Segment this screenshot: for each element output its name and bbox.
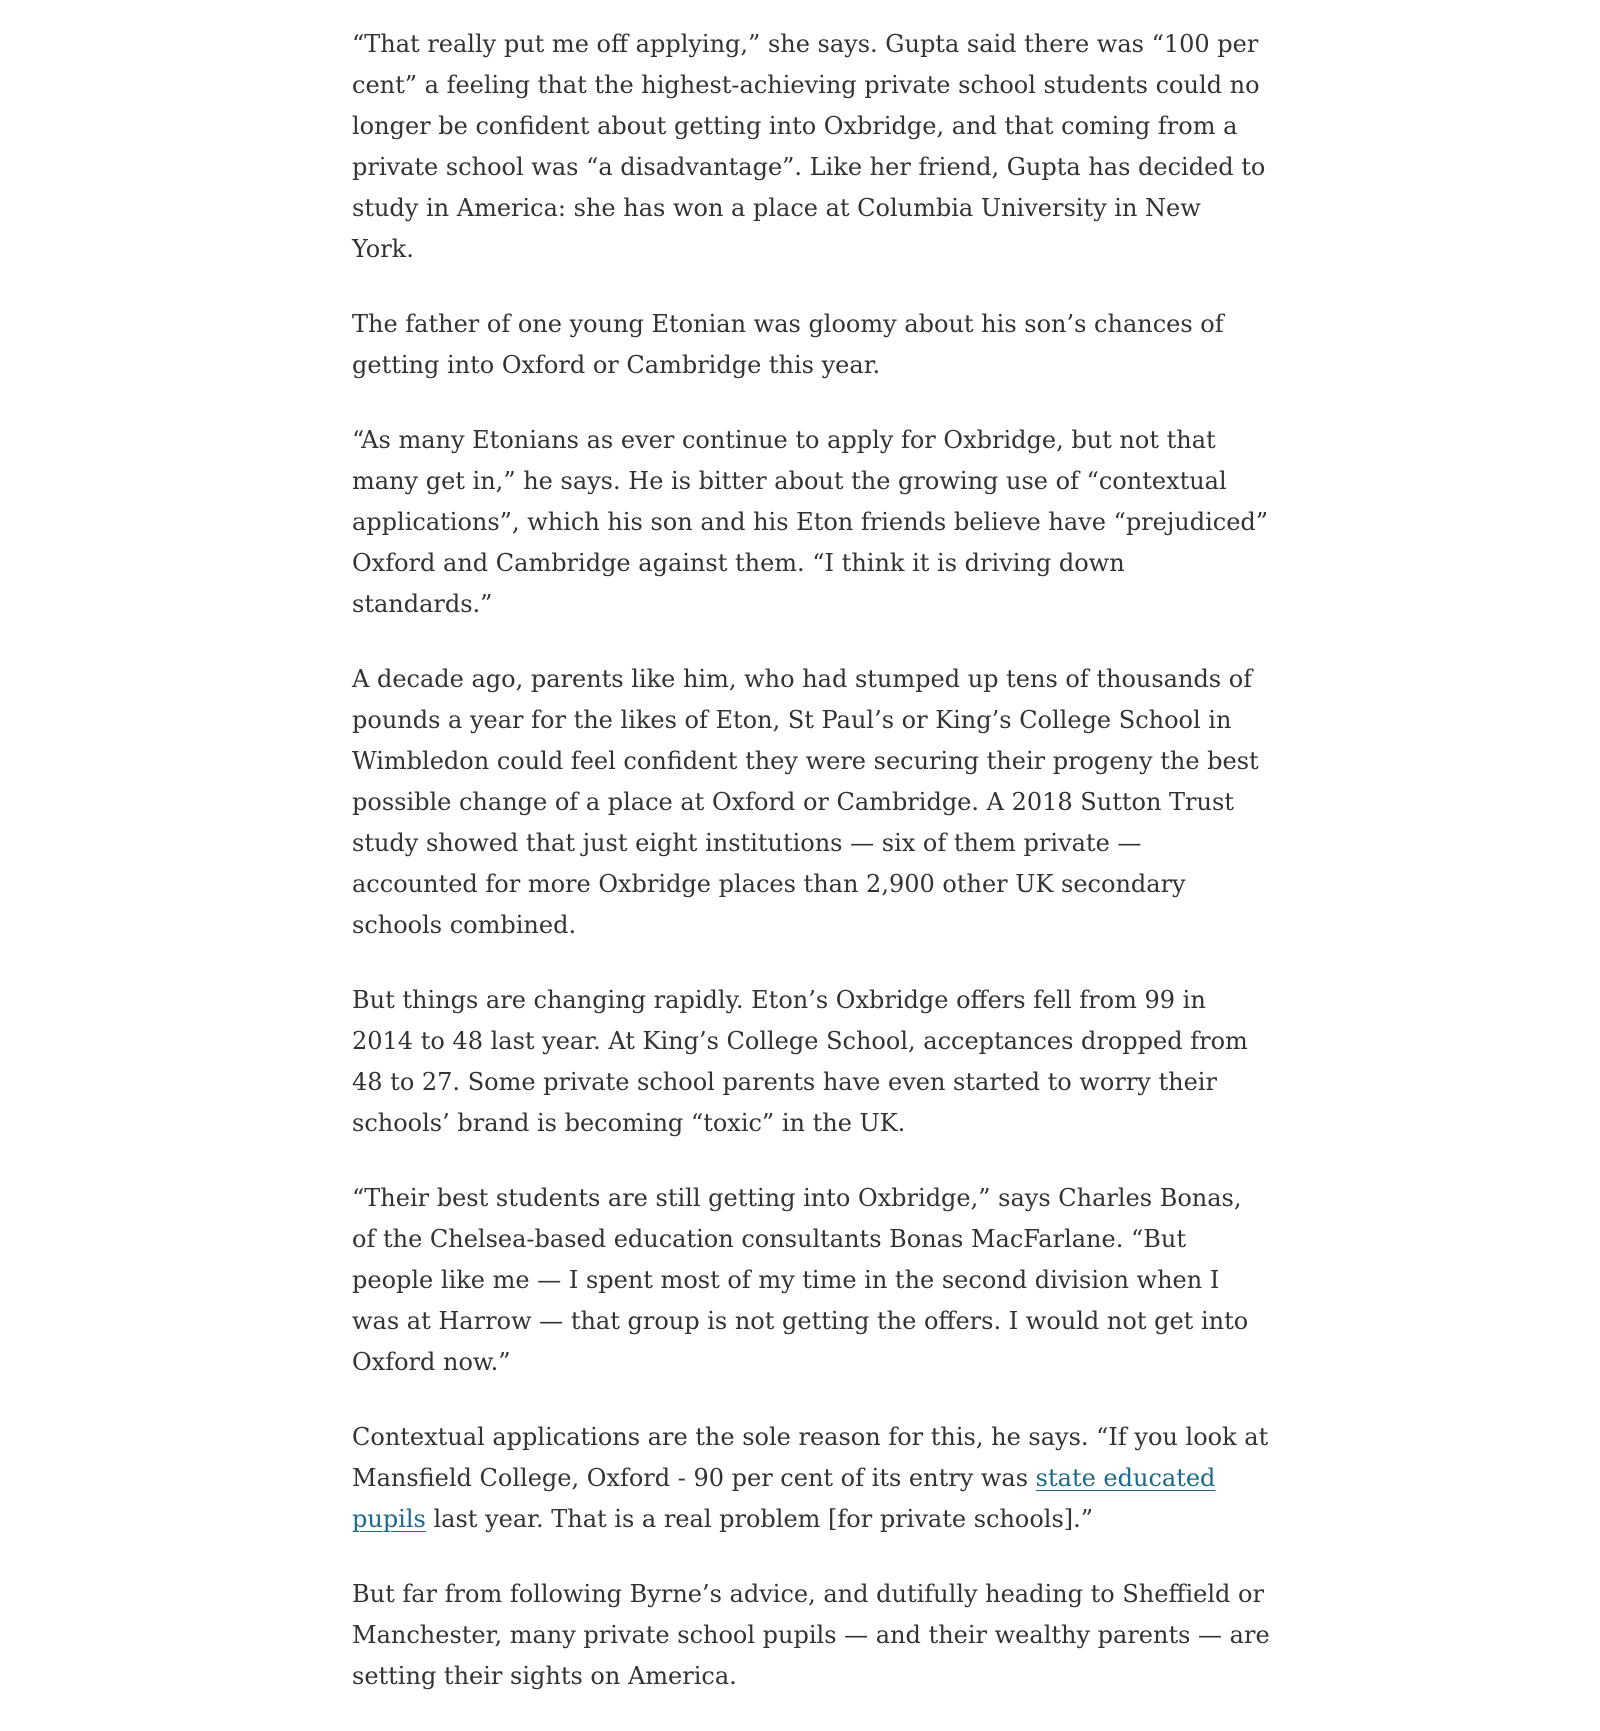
paragraph-things-changing: But things are changing rapidly. Eton’s Oxbridge offers fell from 99 in 2014 to 48 last year. At King’s College School, acceptances dropped from 48 to 27. Some private school parents have even started to worry their schools’ brand is becoming “toxic” in the UK. bbox=[352, 986, 1248, 1137]
state-educated-pupils-link[interactable]: state educated pupils bbox=[352, 1464, 1216, 1533]
mansfield-text-before: Contextual applications are the sole reason for this, he says. “If you look at Mansfield College, Oxford - 90 per cent of its entry was bbox=[352, 1423, 1269, 1492]
article-body bbox=[352, 24, 1270, 1731]
mansfield-text-after: last year. That is a real problem [for private schools].” bbox=[425, 1505, 1094, 1533]
paragraph-contextual-applications: “As many Etonians as ever continue to apply for Oxbridge, but not that many get in,” he says. He is bitter about the growing use of “contextual applications”, which his son and his Eton friends believe have “prejudiced” Oxford and Cambridge against them. “I think it is driving down standards.” bbox=[352, 426, 1269, 618]
paragraph-etonian-father: The father of one young Etonian was gloomy about his son’s chances of getting into Oxford or Cambridge this year. bbox=[352, 310, 1224, 379]
paragraph-gupta-quote: “That really put me off applying,” she says. Gupta said there was “100 per cent” a feeling that the highest-achieving private school students could no longer be confident about getting into Oxbridge, and that coming from a private school was “a disadvantage”. Like her friend, Gupta has decided to study in America: she has won a place at Columbia University in New York. bbox=[352, 30, 1266, 263]
paragraph-charles-bonas: “Their best students are still getting into Oxbridge,” says Charles Bonas, of the Chelsea-based education consultants Bonas MacFarlane. “But people like me — I spent most of my time in the second division when I was at Harrow — that group is not getting the offers. I would not get into Oxford now.” bbox=[352, 1184, 1249, 1376]
paragraph-decade-ago: A decade ago, parents like him, who had stumped up tens of thousands of pounds a year for the likes of Eton, St Paul’s or King’s College School in Wimbledon could feel confident they were securing their progeny the best possible change of a place at Oxford or Cambridge. A 2018 Sutton Trust study showed that just eight institutions — six of them private — accounted for more Oxbridge places than 2,900 other UK secondary schools combined. bbox=[352, 665, 1259, 939]
paragraph-america: But far from following Byrne’s advice, and dutifully heading to Sheffield or Manchester, many private school pupils — and their wealthy parents — are setting their sights on America. bbox=[352, 1580, 1270, 1690]
paragraph-mansfield-college bbox=[352, 1417, 1270, 1540]
